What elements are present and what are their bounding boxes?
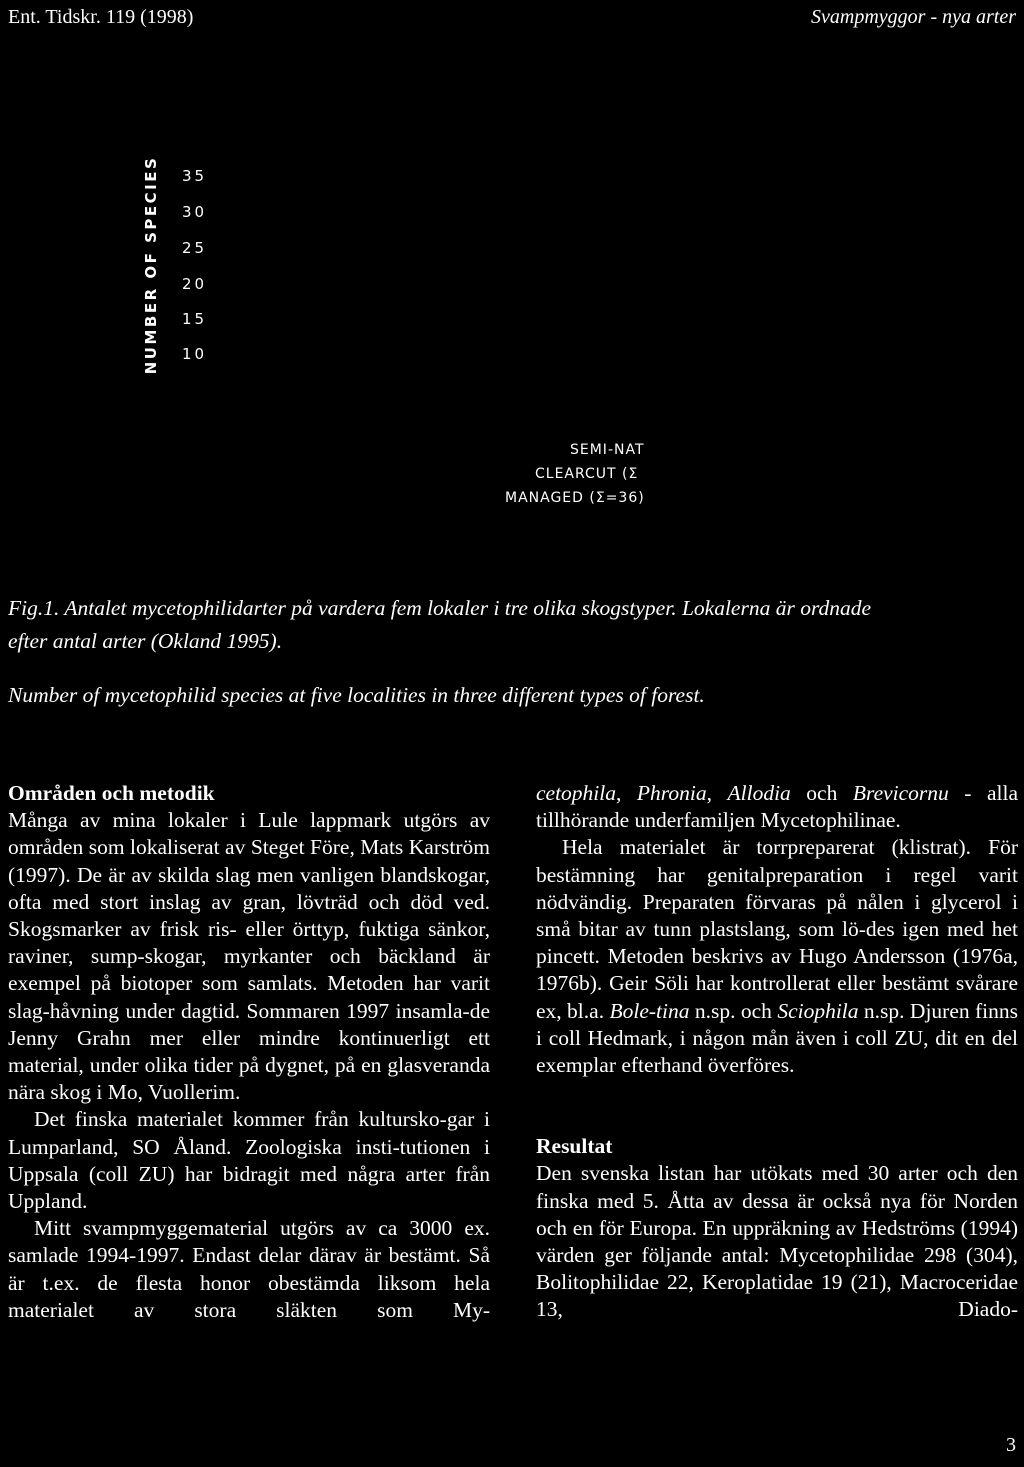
text-run: Hela materialet är torrpreparerat (klistrat). För bestämning har genitalpreparation i regel varit nödvändig. Preparaten förvaras på nålen i glycerol i små bitar av tunn plastslang, som lö-des igen med het pincett. Metoden beskrivs av Hugo Andersson (1976a, 1976b). Geir Söli har kontrollerat eller bestämt svårare ex, bl.a. [536, 835, 1018, 1023]
text-run: , [616, 781, 637, 805]
right-column [536, 780, 1018, 1324]
y-axis-label-wrap [138, 155, 164, 375]
y-tick-label: 15 [182, 310, 208, 328]
y-axis-label: NUMBER OF SPECIES [142, 155, 160, 375]
genus-name: Brevicornu [852, 781, 949, 805]
text-run: n.sp. Djuren finns i coll Hedmark, i någon mån även i coll ZU, dit en del exemplar efterhand överföres. [536, 998, 1019, 1078]
caption-line: Fig.1. Antalet mycetophilidarter på vardera fem lokaler i tre olika skogstyper. Lokalerna är ordnade [8, 596, 872, 620]
legend-entry-managed: MANAGED (Σ=36) [505, 490, 645, 506]
text-run: n.sp. och [689, 998, 778, 1023]
paragraph [536, 780, 1018, 834]
genus-name: Allodia [727, 781, 791, 805]
figure-1-chart [0, 0, 1024, 530]
paragraph: Många av mina lokaler i Lule lappmark utgörs av områden som lokaliserat av Steget Före, Mats Karström (1997). De är av skilda slag men vanligen blandskogar, ofta med stort inslag av gran, lövträd och död ved. Skogsmarker av frisk ris- eller örttyp, fuktiga sänkor, raviner, sump-skogar, myrkanter och bäckland är exempel på biotoper som samlats. Metoden har varit slag-håvning under dagtid. Sommaren 1997 insamla-de Jenny Grahn mer eller mindre kontinuerligt ett material, under olika tider på dygnet, på en glasveranda nära skog i Mo, Vuollerim. [8, 808, 490, 1105]
paragraph: Den svenska listan har utökats med 30 arter och den finska med 5. Åtta av dessa är också nya för Norden och en för Europa. En uppräkning av Hedströms (1994) värden ger följande antal: Mycetophilidae 298 (304), Bolitophilidae 22, Keroplatidae 19 (21), Macroceridae 13, Diado- [536, 1161, 1018, 1322]
genus-name: Phronia [636, 781, 707, 805]
y-tick-label: 35 [182, 167, 208, 185]
section-gap [536, 1106, 1018, 1133]
legend-entry-clearcut: CLEARCUT (Σ [535, 466, 639, 482]
y-tick-label: 20 [182, 275, 208, 293]
genus-name: Bole-tina [609, 998, 690, 1023]
text-run: och [790, 781, 853, 805]
section-heading-results: Resultat [536, 1134, 613, 1159]
section-heading-methods: Områden och metodik [8, 781, 215, 805]
page-number: 3 [1006, 1434, 1016, 1456]
figure-caption-swedish [8, 592, 1016, 658]
legend-entry-semi-natural: SEMI-NAT [570, 442, 645, 458]
left-column [8, 780, 490, 1324]
running-header-left: Ent. Tidskr. 119 (1998) [8, 6, 194, 28]
running-header-right: Svampmyggor - nya arter [811, 6, 1016, 28]
text-run: - alla tillhörande underfamiljen Mycetophilinae. [536, 781, 1019, 833]
section-gap [536, 1079, 1018, 1106]
y-tick-label: 25 [182, 239, 208, 257]
genus-name: cetophila [536, 781, 617, 805]
y-tick-label: 30 [182, 203, 208, 221]
paragraph: Det finska materialet kommer från kultursko-gar i Lumparland, SO Åland. Zoologiska insti-tutionen i Uppsala (coll ZU) har bidragit med några arter från Uppland. [8, 1107, 490, 1214]
paragraph: Mitt svampmyggematerial utgörs av ca 3000 ex. samlade 1994-1997. Endast delar därav är bestämt. Så är t.ex. de flesta honor obestämda liksom hela materialet av stora släkten som My- [8, 1216, 490, 1322]
genus-name: Sciophila [777, 998, 859, 1023]
figure-caption-english: Number of mycetophilid species at five localities in three different types of forest. [8, 683, 705, 707]
y-tick-label: 10 [182, 345, 208, 363]
paragraph [536, 834, 1018, 1079]
text-run: , [706, 781, 728, 805]
caption-line: efter antal arter (Okland 1995). [8, 629, 283, 653]
